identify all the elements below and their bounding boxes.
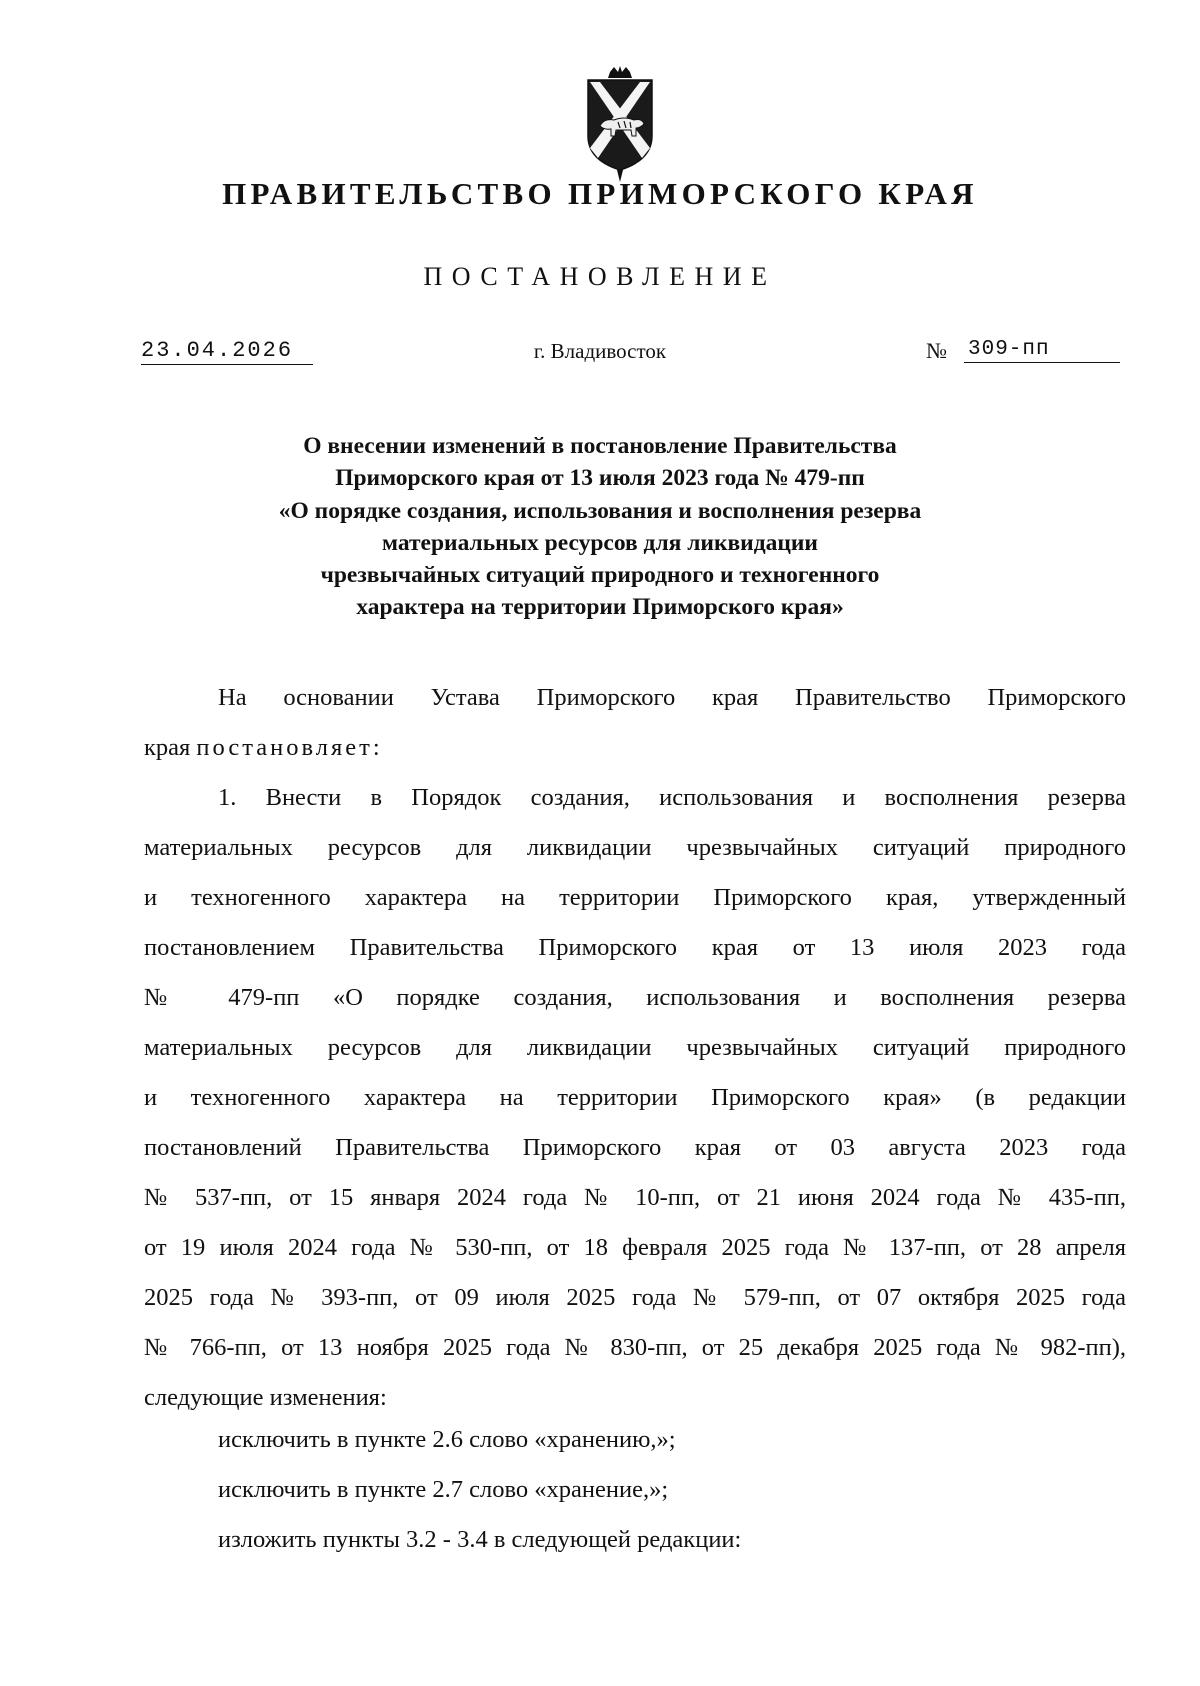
body-line: постановлений Правительства Приморского края от 03 августа 2023 года — [144, 1134, 1126, 1161]
amendment-line: исключить в пункте 2.6 слово «хранению,»; — [218, 1426, 676, 1453]
preamble-line: На основании Устава Приморского края Правительство Приморского — [218, 684, 1126, 711]
body-line: 1. Внести в Порядок создания, использования и восполнения резерва — [218, 784, 1126, 811]
document-body — [144, 673, 1126, 1423]
title-line: Приморского края от 13 июля 2023 года № 479-пп — [335, 465, 865, 492]
resolves-word: постановляет: — [196, 734, 383, 761]
government-title: ПРАВИТЕЛЬСТВО ПРИМОРСКОГО КРАЯ — [222, 176, 978, 211]
body-line: следующие изменения: — [144, 1384, 387, 1411]
document-date: 23.04.2026 — [141, 338, 313, 365]
document-type: ПОСТАНОВЛЕНИЕ — [423, 262, 777, 291]
body-line: № 537-пп, от 15 января 2024 года № 10-пп, от 21 июня 2024 года № 435-пп, — [144, 1184, 1126, 1211]
body-line: материальных ресурсов для ликвидации чрезвычайных ситуаций природного — [144, 1034, 1126, 1061]
document-number: 309-пп — [964, 338, 1120, 363]
body-line: постановлением Правительства Приморского края от 13 июля 2023 года — [144, 934, 1126, 961]
preamble-word: края — [144, 734, 191, 761]
body-line: и техногенного характера на территории Приморского края, утвержденный — [144, 884, 1126, 911]
title-line: материальных ресурсов для ликвидации — [382, 529, 818, 556]
body-line: и техногенного характера на территории Приморского края» (в редакции — [144, 1084, 1126, 1111]
document-meta-row — [0, 338, 1200, 378]
coat-of-arms-icon — [580, 66, 660, 182]
preamble-paragraph — [144, 673, 1126, 773]
amendment-line: исключить в пункте 2.7 слово «хранение,»; — [218, 1476, 669, 1503]
title-line: «О порядке создания, использования и восполнения резерва — [278, 497, 922, 524]
document-city: г. Владивосток — [533, 339, 667, 363]
title-line: чрезвычайных ситуаций природного и техногенного — [320, 562, 880, 589]
body-line: 2025 года № 393-пп, от 09 июля 2025 года № 579-пп, от 07 октября 2025 года — [144, 1284, 1126, 1311]
title-line: характера на территории Приморского края» — [356, 594, 844, 621]
document-number-sign: № — [926, 338, 947, 363]
body-line: от 19 июля 2024 года № 530-пп, от 18 февраля 2025 года № 137-пп, от 28 апреля — [144, 1234, 1126, 1261]
body-line: № 766-пп, от 13 ноября 2025 года № 830-пп, от 25 декабря 2025 года № 982-пп), — [144, 1334, 1126, 1361]
preamble-line — [144, 723, 1126, 773]
body-line: № 479-пп «О порядке создания, использования и восполнения резерва — [144, 984, 1126, 1011]
title-line: О внесении изменений в постановление Правительства — [303, 433, 897, 459]
amendment-line: изложить пункты 3.2 - 3.4 в следующей редакции: — [218, 1526, 742, 1553]
document-title — [0, 430, 1200, 624]
item-1-paragraph — [144, 773, 1126, 1423]
body-line: материальных ресурсов для ликвидации чрезвычайных ситуаций природного — [144, 834, 1126, 861]
